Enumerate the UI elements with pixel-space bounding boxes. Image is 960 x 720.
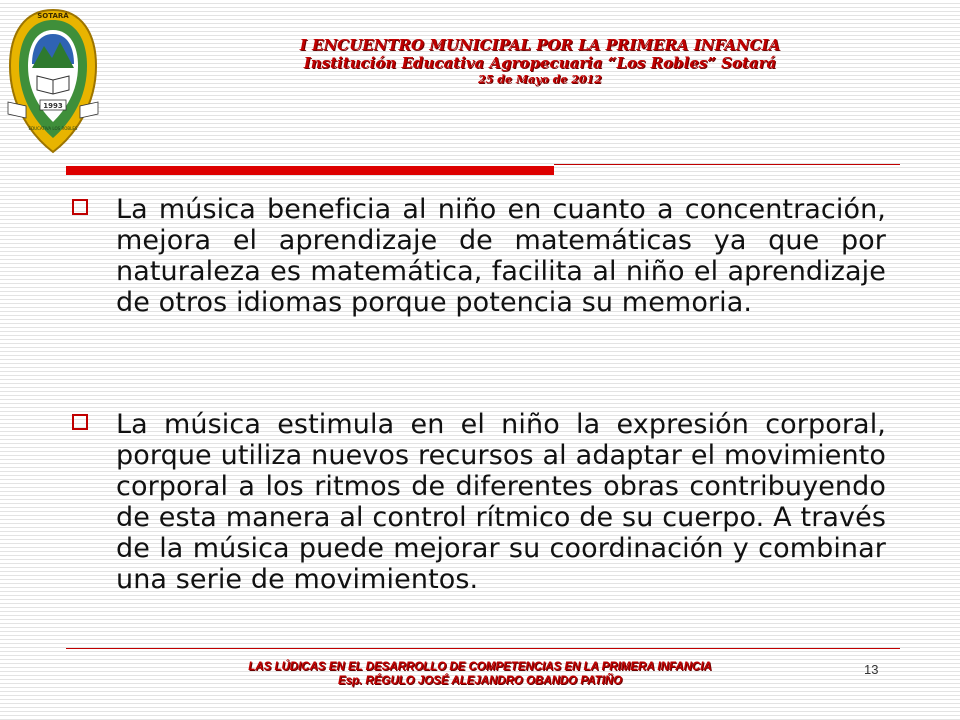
crest-top-text: SOTARÁ: [37, 12, 69, 20]
bullet-text-2: La música estimula en el niño la expresión corporal, porque utiliza nuevos recursos al adaptar el movimiento corporal a los ritmos de diferentes obras contribuyendo de esta manera al control rítmico de su cuerpo. A través de la música puede mejorar su coordinación y combinar una serie de movimientos.: [116, 409, 886, 595]
slide-header: [200, 36, 880, 88]
bottom-divider: [66, 648, 900, 649]
event-date: 25 de Mayo de 2012: [478, 73, 602, 86]
bullet-square-icon: [72, 199, 88, 215]
slide-footer: [180, 660, 780, 688]
title-accent-bar: [66, 166, 554, 175]
footer-author: Esp. RÉGULO JOSÉ ALEJANDRO OBANDO PATIÑO: [337, 675, 623, 687]
institution-name: Institución Educativa Agropecuaria “Los Robles” Sotará: [303, 54, 777, 72]
crest-ribbon-text: EDUCATIVA LOS ROBLES: [28, 126, 78, 131]
school-crest-icon: [4, 6, 102, 156]
page-number: 13: [864, 662, 879, 677]
bullet-square-icon: [72, 414, 88, 430]
crest-year: 1993: [43, 102, 63, 110]
top-divider: [554, 164, 900, 165]
footer-title: LAS LÚDICAS EN EL DESARROLLO DE COMPETENCIAS EN LA PRIMERA INFANCIA: [248, 661, 712, 673]
bullet-text-1: La música beneficia al niño en cuanto a concentración, mejora el aprendizaje de matemáticas ya que por naturaleza es matemática, facilita al niño el aprendizaje de otros idiomas porque potencia su memoria.: [116, 194, 886, 318]
event-title: I ENCUENTRO MUNICIPAL POR LA PRIMERA INFANCIA: [299, 36, 781, 54]
school-crest-logo: [4, 6, 102, 156]
